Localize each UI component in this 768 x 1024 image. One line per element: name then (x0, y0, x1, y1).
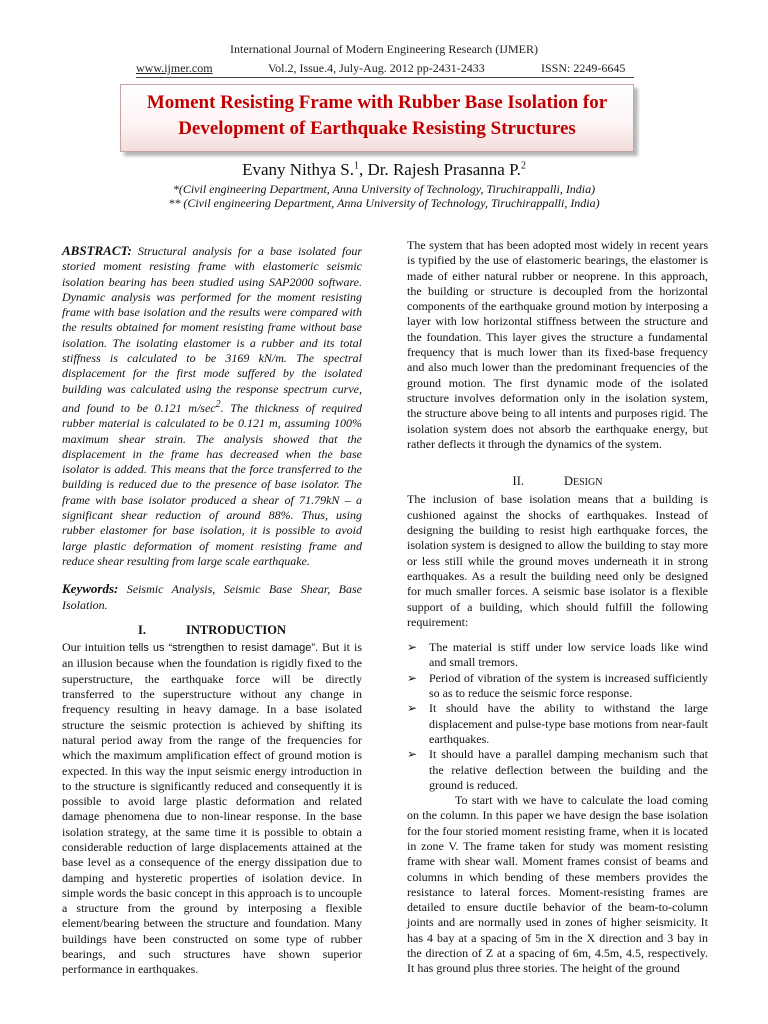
requirements-list (407, 640, 708, 793)
affiliation-2: ** (Civil engineering Department, Anna University of Technology, Tiruchirappalli, India) (168, 196, 600, 210)
isolation-system-paragraph: The system that has been adopted most widely in recent years is typified by the use of elastomeric bearings, the elastomer is made of either natural rubber or neoprene. In this approach, the building or structure is decoupled from the horizontal components of the earthquake ground motion by interposing a layer with low horizontal stiffness between the structure and the foundation. This layer gives the structure a fundamental frequency that is much lower than its fixed-base frequency and also much lower than the predominant frequencies of the ground motion. The first dynamic mode of the isolated structure involves deformation only in the isolation system, the structure above being to all intents and purposes rigid. The isolation system does not absorb the earthquake energy, but rather deflects it through the dynamics of the system. (407, 238, 708, 451)
paper-title (121, 85, 633, 142)
load-calculation-paragraph: To start with we have to calculate the load coming on the column. In this paper we have design the base isolation for the four storied moment resisting frame, when it is located in zone V. The frame taken for study was moment resisting frame with shear wall. Moment frames consist of beams and columns in which bending of these members provides the resistance to lateral forces. Moment-resisting frames are detailed to ensure ductile behavior of the beam-to-column joints and are normally used in zones of higher seismicity. It has 4 bay at a spacing of 5m in the X direction and 3 bay in the direction of Z at a spacing of 6m, 4.5m, 4.5, respectively. It has ground plus three stories. The height of the ground (407, 793, 708, 976)
intro-text-b: . But it is an illusion because when the foundation is rigidly fixed to the superstructure, the earthquake force will be directly transferred to the superstructure without any change in frequency resulting in heavy damage. In a base isolated structure the seismic protection is achieved by shifting its natural period away from the range of the frequencies for which the maximum amplification effect of ground motion is expected. In this way the input seismic energy introduction in to the structure is significantly reduced and consequently it is possible to avoid large plastic deformation and related damage phenomena due to non-linear response. In the base isolation strategy, at the same time it is possible to obtain a considerable reduction of large displacements attained at the base level as a consequence of the energy dissipation due to damping and hysteretic properties of isolation device. In simple words the basic concept in this approach is to uncouple a structure from the ground by interposing a flexible element/bearing between the structure and foundation. Many buildings have been constructed on some type of rubber bearings, and such structures have shown superior performance in earthquakes. (62, 640, 362, 977)
title-box (120, 84, 634, 152)
abstract (62, 243, 362, 569)
abstract-text-a: Structural analysis for a base isolated four storied moment resisting frame with elastomeric seismic isolation bearing has been studied using SAP2000 software. Dynamic analysis was performed for the moment resisting frame with base isolation and the results were compared with the results obtained for moment resisting frame without base isolation. The isolating elastomer is a rubber and its total stiffness is calculated to be 3169 kN/m. The spectral displacement for the first mode suffered by the isolated building was calculated using the response spectrum curve, and found to be 0.121 m/sec (62, 244, 362, 415)
author-separator: , (358, 160, 368, 179)
list-item (407, 671, 708, 702)
keywords (62, 581, 362, 613)
right-column (407, 238, 708, 977)
design-title-initial: D (563, 474, 574, 489)
intro-text-a: Our intuition (62, 640, 130, 655)
issn: ISSN: 2249-6645 (541, 61, 626, 75)
keywords-label: Keywords: (62, 581, 119, 597)
header-rule (136, 77, 634, 78)
author-2: Dr. Rajesh Prasanna P. (367, 160, 521, 179)
list-item (407, 640, 708, 671)
title-line-2: Development of Earthquake Resisting Structures (178, 118, 576, 139)
author-2-sup: 2 (520, 160, 526, 172)
list-item (407, 747, 708, 793)
affiliation-1: *(Civil engineering Department, Anna University of Technology, Tiruchirappalli, India) (172, 182, 596, 196)
intro-paragraph (62, 640, 362, 978)
design-title-rest: ESIGN (573, 477, 603, 489)
design-paragraph: The inclusion of base isolation means that a building is cushioned against the shocks of earthquakes. Instead of designing the building to resist high earthquake forces, the isolation system is designed to allow the building to stay more or less still while the ground moves underneath it in strong earthquakes. As a result the building need only be designed for much smaller forces. A seismic base isolator is a flexible support of a building, which should fulfill the following requirement: (407, 492, 708, 629)
arrow-bullet-icon: ➢ (407, 701, 418, 716)
author-1-sup: 1 (353, 160, 359, 172)
journal-name: International Journal of Modern Engineering Research (IJMER) (230, 42, 538, 56)
left-column (62, 243, 362, 978)
requirement-text: It should have the ability to withstand the large displacement and pulse-type base motions from near-fault earthquakes. (429, 701, 708, 746)
arrow-bullet-icon: ➢ (407, 640, 418, 655)
author-1: Evany Nithya S. (242, 160, 354, 179)
requirement-text: It should have a parallel damping mechanism such that the relative deflection between the building and the ground is reduced. (429, 747, 708, 792)
author-line (0, 160, 768, 180)
requirement-text: The material is stiff under low service loads like wind and small tremors. (429, 640, 708, 670)
abstract-sup: 2 (215, 398, 221, 410)
abstract-label: ABSTRACT: (62, 243, 132, 258)
journal-url-link[interactable]: www.ijmer.com (136, 61, 213, 75)
intro-number: I. (137, 622, 146, 637)
design-heading (407, 474, 708, 490)
design-title (564, 474, 602, 488)
arrow-bullet-icon: ➢ (407, 747, 418, 762)
volume-info: Vol.2, Issue.4, July-Aug. 2012 pp-2431-2433 (268, 61, 485, 75)
arrow-bullet-icon: ➢ (407, 670, 418, 685)
keywords-text: Seismic Analysis, Seismic Base Shear, Base Isolation. (62, 582, 362, 612)
list-item (407, 701, 708, 747)
design-number: II. (512, 474, 524, 489)
intro-heading (62, 623, 362, 638)
requirement-text: Period of vibration of the system is increased sufficiently so as to reduce the seismic force response. (429, 670, 708, 701)
intro-title: INTRODUCTION (185, 622, 286, 637)
intro-text-quote: tells us “strengthen to resist damage” (129, 642, 316, 655)
title-line-1: Moment Resisting Frame with Rubber Base Isolation for (146, 92, 608, 113)
abstract-text-b: . The thickness of required rubber material is calculated to be 0.121 m, assuming 100% maximum shear strain. The analysis showed that the displacement in the frame has decreased when the base isolator is added. This means that the force transferred to the building is reduced due to the presence of base isolator. The frame with base isolator produced a shear of 71.79kN – a significant shear reduction of around 88%. Thus, using rubber elastomer for base isolation, it is possible to avoid large plastic deformation of moment resisting frame and reduce shear resulting from large scale earthquake. (62, 400, 362, 568)
